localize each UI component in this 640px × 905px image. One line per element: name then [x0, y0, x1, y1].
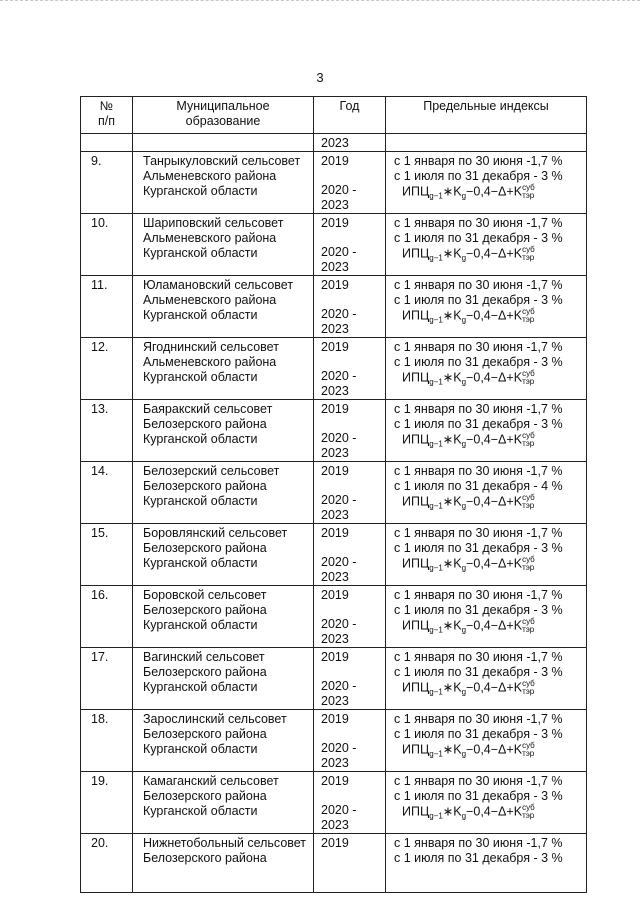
municipality-cell	[133, 648, 314, 710]
year-2019: 2019	[321, 154, 349, 168]
year-range-end: 2023	[321, 756, 349, 770]
year-range-start: 2020 -	[321, 369, 357, 383]
year-2019: 2019	[321, 650, 349, 664]
municipality-region: Курганской области	[143, 618, 258, 632]
index-first-half: с 1 января по 30 июня -1,7 %	[394, 340, 563, 354]
municipality-region: Курганской области	[143, 246, 258, 260]
municipality-district: Белозерского района	[143, 727, 267, 741]
index-formula: $ИПЦ_{g-1}∗K_g-0,4-\Delta+Kсуб$ тэр	[402, 617, 535, 635]
year-cell	[314, 152, 386, 214]
year-range-end: 2023	[321, 322, 349, 336]
municipality-district: Белозерского района	[143, 541, 267, 555]
index-cell	[386, 214, 587, 276]
municipality-district: Белозерского района	[143, 851, 267, 865]
row-number: 12.	[81, 338, 133, 400]
index-second-half: с 1 июля по 31 декабря - 3 %	[394, 727, 563, 741]
index-first-half: с 1 января по 30 июня -1,7 %	[394, 464, 563, 478]
municipality-district: Белозерского района	[143, 789, 267, 803]
year-range-start: 2020 -	[321, 741, 357, 755]
year-2019: 2019	[321, 836, 349, 850]
municipality-cell	[133, 214, 314, 276]
index-first-half: с 1 января по 30 июня -1,7 %	[394, 216, 563, 230]
table-row	[81, 214, 587, 276]
index-cell	[386, 152, 587, 214]
year-range-start: 2020 -	[321, 183, 357, 197]
index-second-half: с 1 июля по 31 декабря - 3 %	[394, 541, 563, 555]
index-first-half: с 1 января по 30 июня -1,7 %	[394, 526, 563, 540]
municipality-cell	[133, 276, 314, 338]
municipality-region: Курганской области	[143, 308, 258, 322]
year-range-start: 2020 -	[321, 617, 357, 631]
municipality-region: Курганской области	[143, 804, 258, 818]
index-second-half: с 1 июля по 31 декабря - 4 %	[394, 479, 563, 493]
municipality-cell	[133, 152, 314, 214]
header-municipality: Муниципальное образование	[133, 97, 314, 134]
table-row	[81, 462, 587, 524]
table-row	[81, 586, 587, 648]
index-formula: $ИПЦ_{g-1}∗K_g-0,4-\Delta+Kсуб$ тэр	[402, 183, 535, 201]
year-range-end: 2023	[321, 570, 349, 584]
row-number: 16.	[81, 586, 133, 648]
year-cell	[314, 648, 386, 710]
row-number: 14.	[81, 462, 133, 524]
municipality-cell	[133, 338, 314, 400]
municipality-region: Курганской области	[143, 680, 258, 694]
index-second-half: с 1 июля по 31 декабря - 3 %	[394, 789, 563, 803]
municipality-district: Белозерского района	[143, 479, 267, 493]
index-cell	[386, 586, 587, 648]
row-number: 11.	[81, 276, 133, 338]
year-2019: 2019	[321, 526, 349, 540]
row-number: 15.	[81, 524, 133, 586]
year-range-end: 2023	[321, 384, 349, 398]
year-2019: 2019	[321, 712, 349, 726]
year-cell	[314, 338, 386, 400]
municipality-region: Курганской области	[143, 184, 258, 198]
municipality-district: Альменевского района	[143, 169, 277, 183]
municipality-district: Белозерского района	[143, 603, 267, 617]
index-cell	[386, 462, 587, 524]
index-first-half: с 1 января по 30 июня -1,7 %	[394, 402, 563, 416]
index-first-half: с 1 января по 30 июня -1,7 %	[394, 588, 563, 602]
index-second-half: с 1 июля по 31 декабря - 3 %	[394, 851, 563, 865]
header-limit-indices: Предельные индексы	[386, 97, 587, 134]
index-first-half: с 1 января по 30 июня -1,7 %	[394, 836, 563, 850]
table-row	[81, 152, 587, 214]
municipality-name: Юламановский сельсовет	[143, 278, 294, 292]
index-first-half: с 1 января по 30 июня -1,7 %	[394, 650, 563, 664]
index-cell	[386, 648, 587, 710]
index-cell	[386, 524, 587, 586]
year-2019: 2019	[321, 774, 349, 788]
year-cell	[314, 400, 386, 462]
row-number: 9.	[81, 152, 133, 214]
page-number: 3	[316, 70, 324, 85]
year-2019: 2019	[321, 216, 349, 230]
year-range-start: 2020 -	[321, 679, 357, 693]
year-range-end: 2023	[321, 198, 349, 212]
table-row	[81, 834, 587, 893]
table-header-row	[81, 97, 587, 134]
municipality-district: Белозерского района	[143, 665, 267, 679]
year-2019: 2019	[321, 588, 349, 602]
table-row	[81, 276, 587, 338]
municipality-district: Белозерского района	[143, 417, 267, 431]
year-range-end: 2023	[321, 632, 349, 646]
row-number: 18.	[81, 710, 133, 772]
year-range-end: 2023	[321, 260, 349, 274]
municipality-district: Альменевского района	[143, 231, 277, 245]
index-first-half: с 1 января по 30 июня -1,7 %	[394, 774, 563, 788]
index-second-half: с 1 июля по 31 декабря - 3 %	[394, 169, 563, 183]
year-range-start: 2020 -	[321, 431, 357, 445]
year-2019: 2019	[321, 464, 349, 478]
municipality-cell	[133, 772, 314, 834]
municipality-cell	[133, 462, 314, 524]
year-cell	[314, 214, 386, 276]
year-cell	[314, 586, 386, 648]
municipality-name: Боровской сельсовет	[143, 588, 267, 602]
row-number: 13.	[81, 400, 133, 462]
table-row	[81, 338, 587, 400]
row-number: 19.	[81, 772, 133, 834]
index-first-half: с 1 января по 30 июня -1,7 %	[394, 154, 563, 168]
year-2019: 2019	[321, 402, 349, 416]
index-cell	[386, 400, 587, 462]
municipality-cell	[133, 400, 314, 462]
index-cell	[386, 834, 587, 893]
year-cell	[314, 462, 386, 524]
year-range-end: 2023	[321, 508, 349, 522]
index-first-half: с 1 января по 30 июня -1,7 %	[394, 712, 563, 726]
table-row	[81, 772, 587, 834]
year-cell	[314, 710, 386, 772]
municipality-cell	[133, 710, 314, 772]
municipality-cell	[133, 834, 314, 893]
municipality-cell	[133, 524, 314, 586]
index-formula: $ИПЦ_{g-1}∗K_g-0,4-\Delta+Kсуб$ тэр	[402, 741, 535, 759]
index-formula: $ИПЦ_{g-1}∗K_g-0,4-\Delta+Kсуб$ тэр	[402, 307, 535, 325]
index-formula: $ИПЦ_{g-1}∗K_g-0,4-\Delta+Kсуб$ тэр	[402, 431, 535, 449]
index-cell	[386, 772, 587, 834]
index-formula: $ИПЦ_{g-1}∗K_g-0,4-\Delta+Kсуб$ тэр	[402, 369, 535, 387]
index-cell	[386, 338, 587, 400]
year-range-start: 2020 -	[321, 307, 357, 321]
carryover-row	[81, 134, 587, 152]
table-row	[81, 524, 587, 586]
carryover-year: 2023	[314, 134, 386, 152]
index-formula: $ИПЦ_{g-1}∗K_g-0,4-\Delta+Kсуб$ тэр	[402, 555, 535, 573]
municipality-name: Вагинский сельсовет	[143, 650, 265, 664]
municipality-name: Боровлянский сельсовет	[143, 526, 288, 540]
row-number: 17.	[81, 648, 133, 710]
year-cell	[314, 834, 386, 893]
municipality-name: Камаганский сельсовет	[143, 774, 279, 788]
municipality-district: Альменевского района	[143, 355, 277, 369]
year-range-end: 2023	[321, 694, 349, 708]
index-second-half: с 1 июля по 31 декабря - 3 %	[394, 355, 563, 369]
index-second-half: с 1 июля по 31 декабря - 3 %	[394, 417, 563, 431]
table-row	[81, 400, 587, 462]
row-number: 20.	[81, 834, 133, 893]
municipality-region: Курганской области	[143, 556, 258, 570]
index-formula: $ИПЦ_{g-1}∗K_g-0,4-\Delta+Kсуб$ тэр	[402, 679, 535, 697]
index-second-half: с 1 июля по 31 декабря - 3 %	[394, 665, 563, 679]
municipality-region: Курганской области	[143, 742, 258, 756]
municipality-name: Нижнетобольный сельсовет	[143, 836, 307, 850]
index-first-half: с 1 января по 30 июня -1,7 %	[394, 278, 563, 292]
header-number: № п/п	[81, 97, 133, 134]
index-second-half: с 1 июля по 31 декабря - 3 %	[394, 293, 563, 307]
municipality-name: Белозерский сельсовет	[143, 464, 280, 478]
year-range-start: 2020 -	[321, 493, 357, 507]
row-number: 10.	[81, 214, 133, 276]
year-range-end: 2023	[321, 818, 349, 832]
municipality-name: Баяракский сельсовет	[143, 402, 273, 416]
municipality-cell	[133, 586, 314, 648]
year-range-start: 2020 -	[321, 803, 357, 817]
table-row	[81, 648, 587, 710]
year-cell	[314, 772, 386, 834]
index-second-half: с 1 июля по 31 декабря - 3 %	[394, 603, 563, 617]
municipality-name: Танрыкуловский сельсовет	[143, 154, 301, 168]
municipality-district: Альменевского района	[143, 293, 277, 307]
year-2019: 2019	[321, 340, 349, 354]
municipality-name: Шариповский сельсовет	[143, 216, 284, 230]
municipality-region: Курганской области	[143, 370, 258, 384]
year-cell	[314, 524, 386, 586]
index-formula: $ИПЦ_{g-1}∗K_g-0,4-\Delta+Kсуб$ тэр	[402, 803, 535, 821]
year-range-end: 2023	[321, 446, 349, 460]
table-row	[81, 710, 587, 772]
year-cell	[314, 276, 386, 338]
limit-indices-table	[80, 96, 587, 893]
municipality-name: Зарослинский сельсовет	[143, 712, 287, 726]
year-2019: 2019	[321, 278, 349, 292]
municipality-name: Ягоднинский сельсовет	[143, 340, 279, 354]
index-formula: $ИПЦ_{g-1}∗K_g-0,4-\Delta+Kсуб$ тэр	[402, 245, 535, 263]
municipality-region: Курганской области	[143, 494, 258, 508]
index-cell	[386, 276, 587, 338]
index-formula: $ИПЦ_{g-1}∗K_g-0,4-\Delta+Kсуб$ тэр	[402, 493, 535, 511]
municipality-region: Курганской области	[143, 432, 258, 446]
header-year: Год	[314, 97, 386, 134]
scan-artifact-line	[0, 0, 640, 7]
year-range-start: 2020 -	[321, 555, 357, 569]
year-range-start: 2020 -	[321, 245, 357, 259]
index-cell	[386, 710, 587, 772]
index-second-half: с 1 июля по 31 декабря - 3 %	[394, 231, 563, 245]
